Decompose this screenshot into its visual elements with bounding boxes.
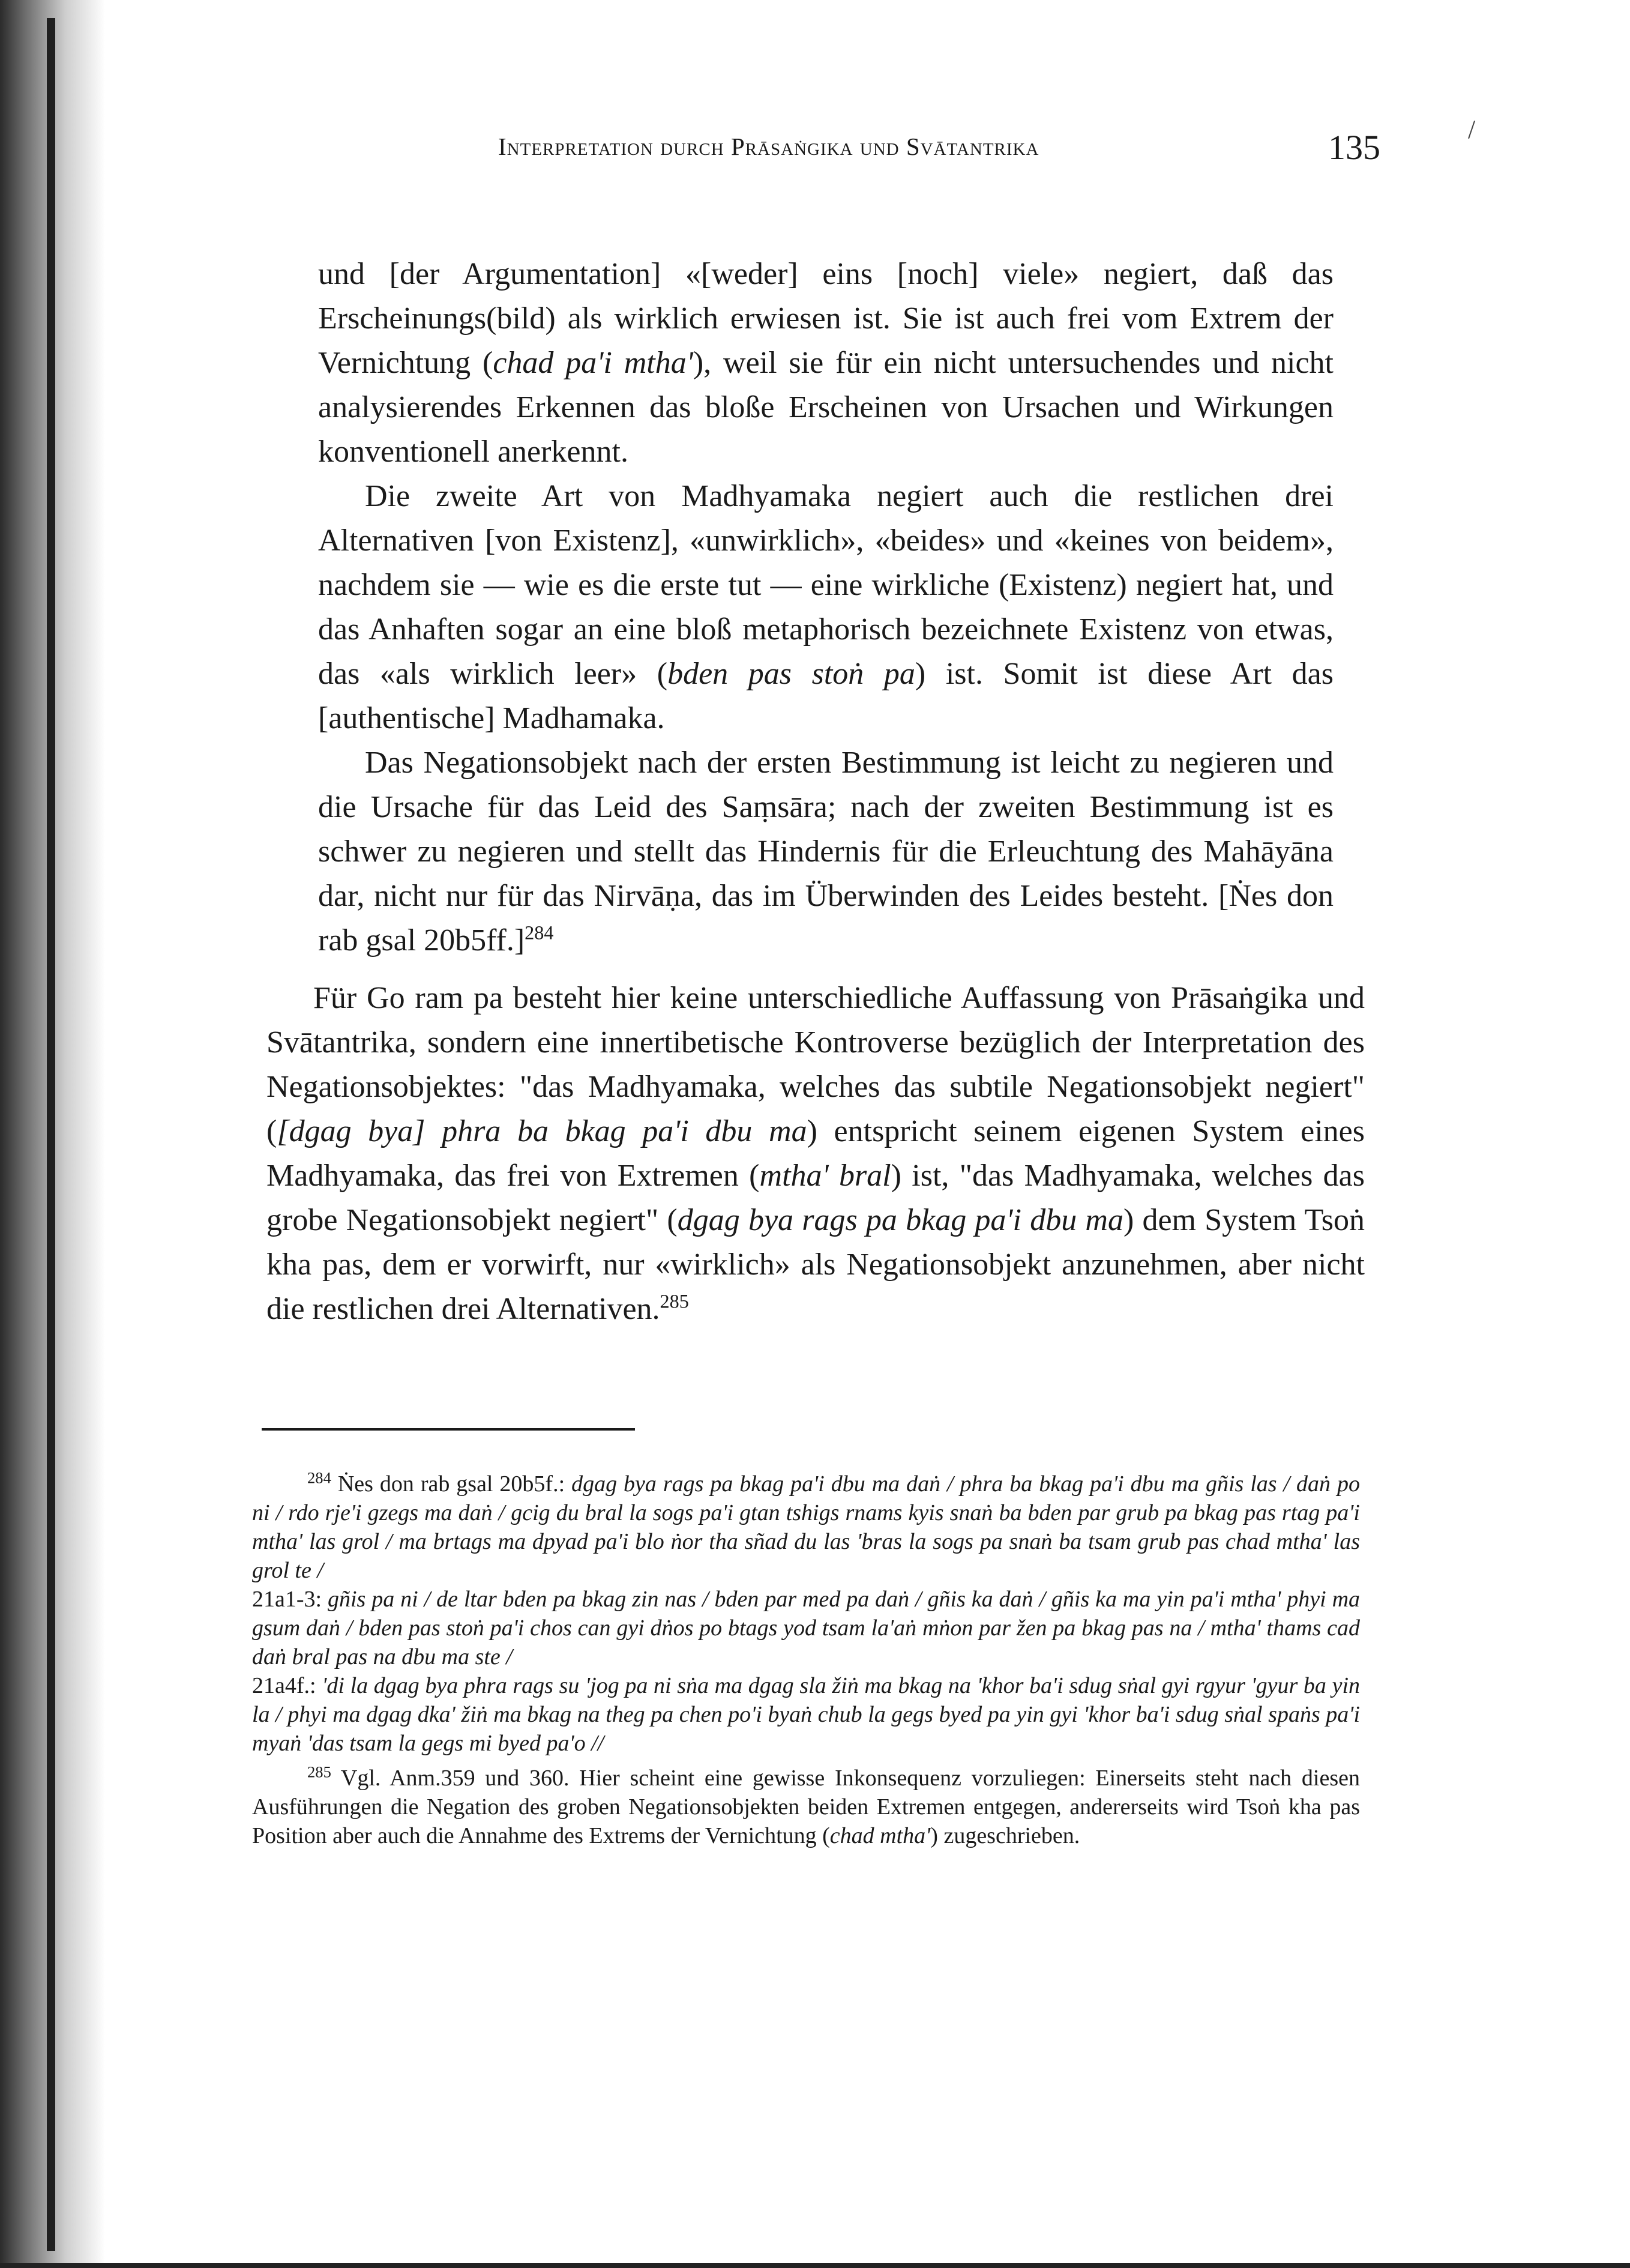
footnote-285: $^{285}$ Vgl. Anm.359 und 360. Hier scheint eine gewisse Inkonsequenz vorzuliegen: Einerseits steht nach diesen Ausführungen die Negation des groben Negationsobjekten beiden Extremen entgegen, andererseits wird Tsoṅ kha pas Position aber auch die Annahme des Extrems der Vernichtung (chad mtha') zugeschrieben. bbox=[252, 1763, 1360, 1848]
tibetan-term: bden pas stoṅ pa bbox=[667, 657, 915, 691]
footnote-284-continuation-1: 21a1-3: gñis pa ni / de ltar bden pa bkag zin nas / bden par med pa daṅ / gñis ka daṅ / gñis ka ma yin pa'i mtha' phyi ma gsum daṅ / bden pas stoṅ pa'i chos can gyi dṅos po btags yod tsam la'aṅ mṅon par žen pa bkag pas na / mtha' thams cad daṅ bral pas na dbu ma ste / bbox=[252, 1587, 1361, 1669]
book-gutter-line bbox=[47, 18, 55, 2251]
paragraph-3: Das Negationsobjekt nach der ersten Bestimmung ist leicht zu negieren und die Ursache für das Leid des Saṃsāra; nach der zweiten Bestimmung ist es schwer zu negieren und stellt das Hindernis für die Erleuchtung des Mahāyāna dar, nicht nur für das Nirvāṇa, das im Überwinden des Leides besteht. [Ṅes don rab gsal 20b5ff.]$^{284}$ bbox=[318, 746, 1334, 958]
tibetan-term: chad pa'i mtha' bbox=[493, 346, 693, 380]
page-header bbox=[498, 127, 1380, 175]
footnote-separator bbox=[262, 1428, 635, 1431]
paragraph-4: Für Go ram pa besteht hier keine unterschiedliche Auffassung von Prāsaṅgika und Svātantrika, sondern eine innertibetische Kontroverse bezüglich der Interpretation des Negationsobjektes: "das Madhyamaka, welches das subtile Negationsobjekt negiert" ([dgag bya] phra ba bkag pa'i dbu ma) entspricht seinem eigenen System eines Madhyamaka, das frei von Extremen (mtha' bral) ist, "das Madhyamaka, welches das grobe Negationsobjekt negiert" (dgag bya rags pa bkag pa'i dbu ma) dem System Tsoṅ kha pas, dem er vorwirft, nur «wirklich» als Negationsobjekt anzunehmen, aber nicht die restlichen drei Alternativen.$^{285}$ bbox=[266, 981, 1365, 1326]
main-text-block bbox=[318, 252, 1334, 963]
footnote-ref-284[interactable]: 284 bbox=[525, 921, 554, 944]
tibetan-term: dgag bya rags pa bkag pa'i dbu ma bbox=[677, 1203, 1123, 1237]
scan-bottom-edge bbox=[0, 2263, 1630, 2268]
footnote-284-continuation-2: 21a4f.: 'di la dgag bya phra rags su 'jog pa ni sṅa ma dgag sla žiṅ ma bkag na 'khor ba'i sdug sṅal gyi rgyur 'gyur ba yin la / phyi ma dgag dka' žiṅ ma bkag na theg pa chen po'i byaṅ chub la gegs byed pa yin gyi 'khor ba'i sdug sṅal spaṅs pa'i myaṅ 'das tsam la gegs mi byed pa'o // bbox=[252, 1673, 1361, 1756]
tibetan-term: mtha' bral bbox=[759, 1159, 891, 1193]
footnote-ref-285[interactable]: 285 bbox=[660, 1290, 689, 1312]
page-number: 135 bbox=[1328, 128, 1380, 167]
running-head: Interpretation durch Prāsaṅgika und Svātantrika bbox=[498, 133, 1039, 160]
footnote-284: $^{284}$ Ṅes don rab gsal 20b5f.: dgag bya rags pa bkag pa'i dbu ma daṅ / phra ba bkag pa'i dbu ma gñis las / daṅ po ni / rdo rje'i gzegs ma daṅ / gcig du bral la sogs pa'i gtan tshigs rnams kyis snaṅ ba bden par grub pa bkag pas rtag pa'i mtha' las grol / ma brtags ma dpyad pa'i blo ṅor tha sñad du las 'bras la sogs pa snaṅ ba tsam grub pas chad mtha' las grol te / bbox=[252, 1468, 1360, 1583]
margin-mark: / bbox=[1468, 115, 1476, 144]
main-text-block-2 bbox=[266, 976, 1365, 1332]
footnotes bbox=[252, 1470, 1360, 1856]
paragraph-1: und [der Argumentation] «[weder] eins [noch] viele» negiert, daß das Erscheinungs(bild) als wirklich erwiesen ist. Sie ist auch frei vom Extrem der Vernichtung (chad pa'i mtha'), weil sie für ein nicht untersuchendes und nicht analysierendes Erkennen das bloße Erscheinen von Ursachen und Wirkungen konventionell anerkennt. bbox=[318, 257, 1334, 469]
paragraph-2: Die zweite Art von Madhyamaka negiert auch die restlichen drei Alternativen [von Existenz], «unwirklich», «beides» und «keines von beidem», nachdem sie — wie es die erste tut — eine wirkliche (Existenz) negiert hat, und das Anhaften sogar an eine bloß metaphorisch bezeichnete Existenz von etwas, das «als wirklich leer» (bden pas stoṅ pa) ist. Somit ist diese Art das [authentische] Madhamaka. bbox=[318, 479, 1334, 735]
tibetan-term: [dgag bya] phra ba bkag pa'i dbu ma bbox=[277, 1114, 807, 1148]
